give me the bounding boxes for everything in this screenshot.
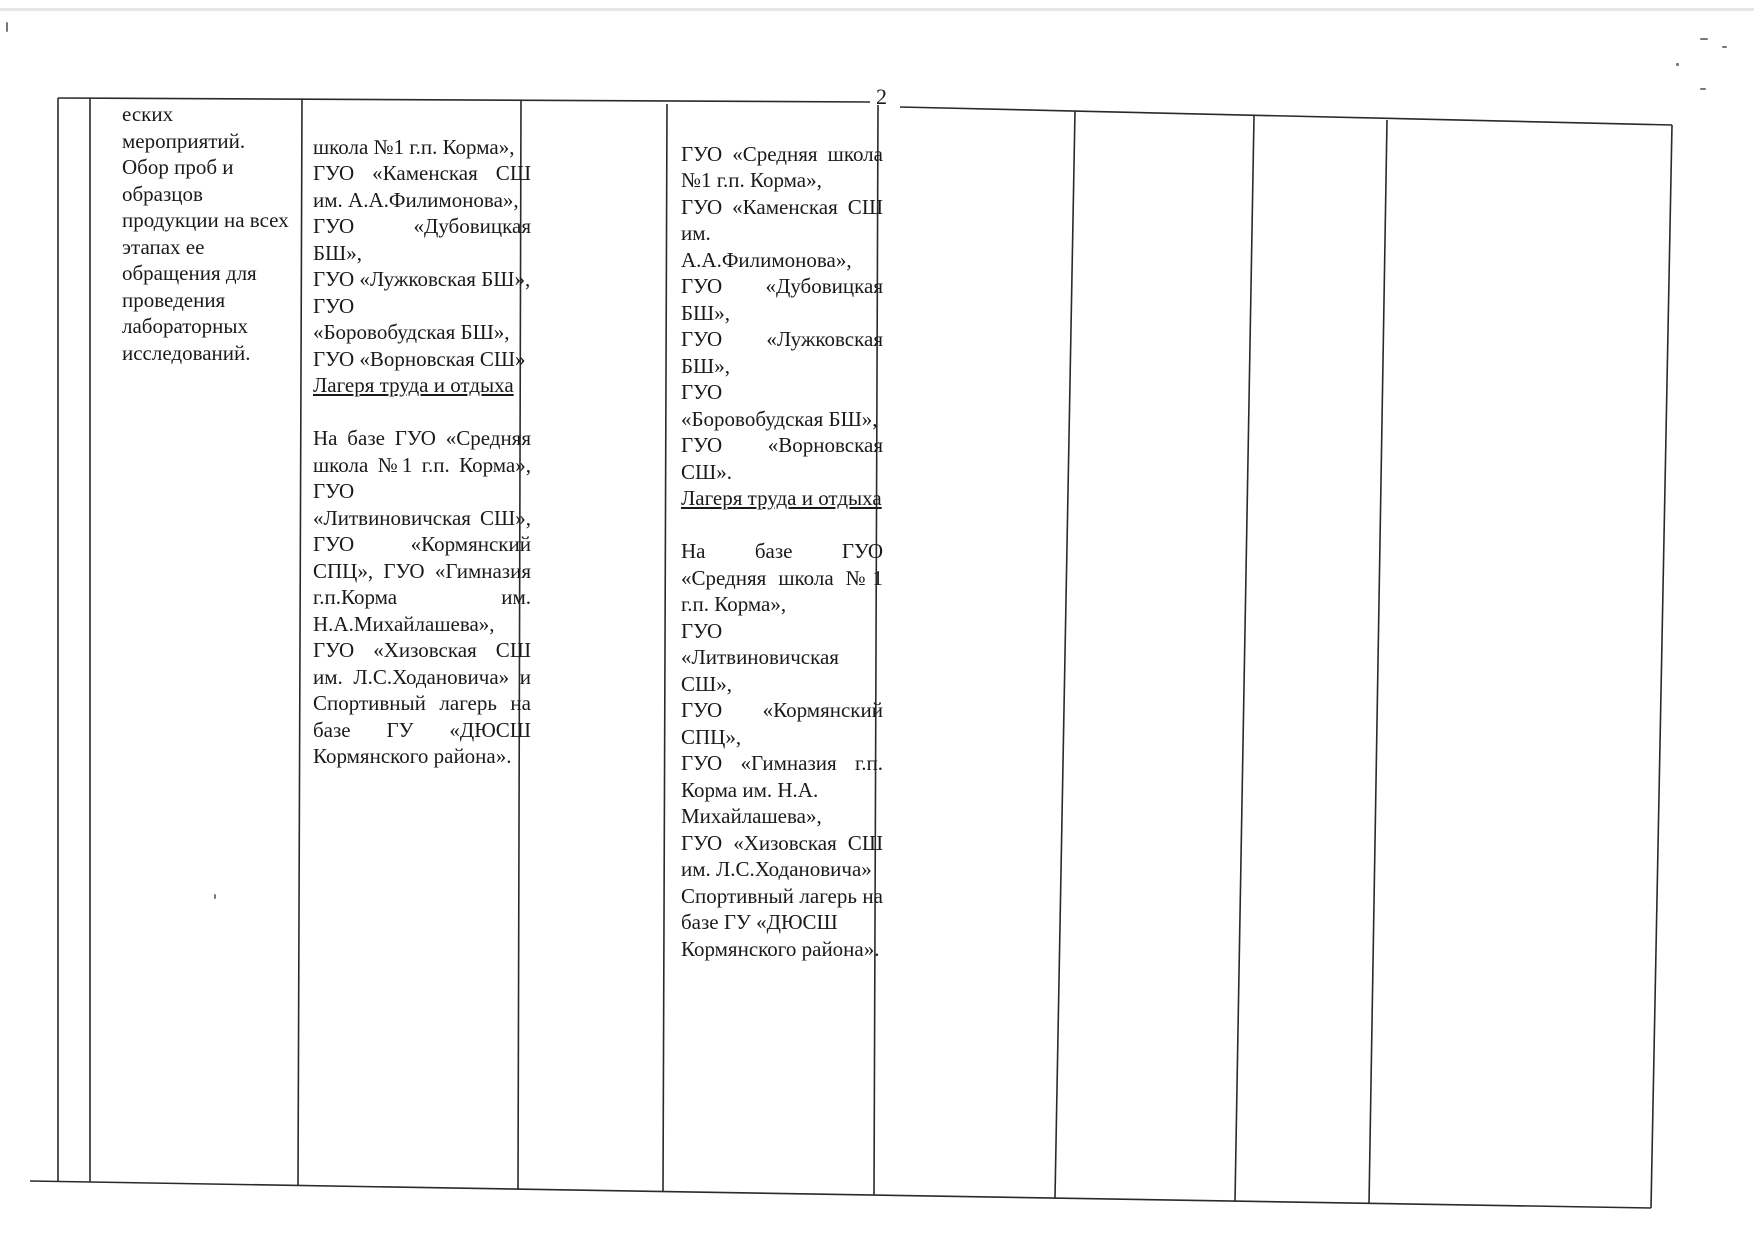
scan-speck	[214, 894, 216, 899]
camps-list: На базе ГУО «Средняя школа №1 г.п. Корма», ГУО «Литвиновичская СШ», ГУО «Кормянский СПЦ», ГУО «Гимназия г.п.Корма им. Н.А.Михайлашева», ГУО «Хизовская СШ им. Л.С.Ходановича» и Спортивный лагерь на базе ГУ «ДЮСШ Кормянского района».	[313, 426, 531, 768]
table-top-border-right	[900, 107, 1672, 125]
cell-locations-list	[313, 107, 531, 770]
schools-list: школа №1 г.п. Корма», ГУО «Каменская СШ им. А.А.Филимонова», ГУО «Дубовицкая БШ», ГУО «Лужковская БШ», ГУО «Боровобудская БШ», ГУО «Ворновская СШ»	[313, 134, 531, 371]
scan-speck	[1700, 38, 1708, 40]
scan-speck	[1676, 63, 1679, 66]
scan-speck	[6, 22, 8, 32]
col-divider-9	[1369, 120, 1387, 1204]
page-number: 2	[876, 84, 887, 109]
camps-list-2: На базе ГУО «Средняя школа №1 г.п. Корма», ГУО «Литвиновичская СШ», ГУО «Кормянский СПЦ», ГУО «Гимназия г.п. Корма им. Н.А. Михайлашева», ГУО «Хизовская СШ им. Л.С.Ходановича» Спортивный лагерь на базе ГУ «ДЮСШ Кормянского района».	[681, 539, 883, 961]
col-divider-5	[663, 104, 667, 1191]
col-divider-8	[1235, 116, 1254, 1201]
table-bottom-border	[30, 1181, 1651, 1208]
table-right-border	[1651, 125, 1672, 1208]
col-divider-7	[1055, 111, 1075, 1198]
camps-heading-2: Лагеря труда и отдыха	[681, 486, 882, 510]
scan-speck	[1722, 46, 1727, 48]
camps-heading: Лагеря труда и отдыха	[313, 373, 514, 397]
cell-activity-description: еских мероприятий. Обор проб и образцов продукции на всех этапах ее обращения для проведения лабораторных исследований.	[122, 102, 289, 365]
schools-list-2: ГУО «Средняя школа №1 г.п. Корма», ГУО «Каменская СШ им. А.А.Филимонова», ГУО «Дубовицкая БШ», ГУО «Лужковская БШ», ГУО «Боровобудская БШ», ГУО «Ворновская СШ».	[681, 141, 883, 484]
cell-locations-list-2	[681, 114, 883, 962]
scan-speck	[1700, 88, 1706, 90]
